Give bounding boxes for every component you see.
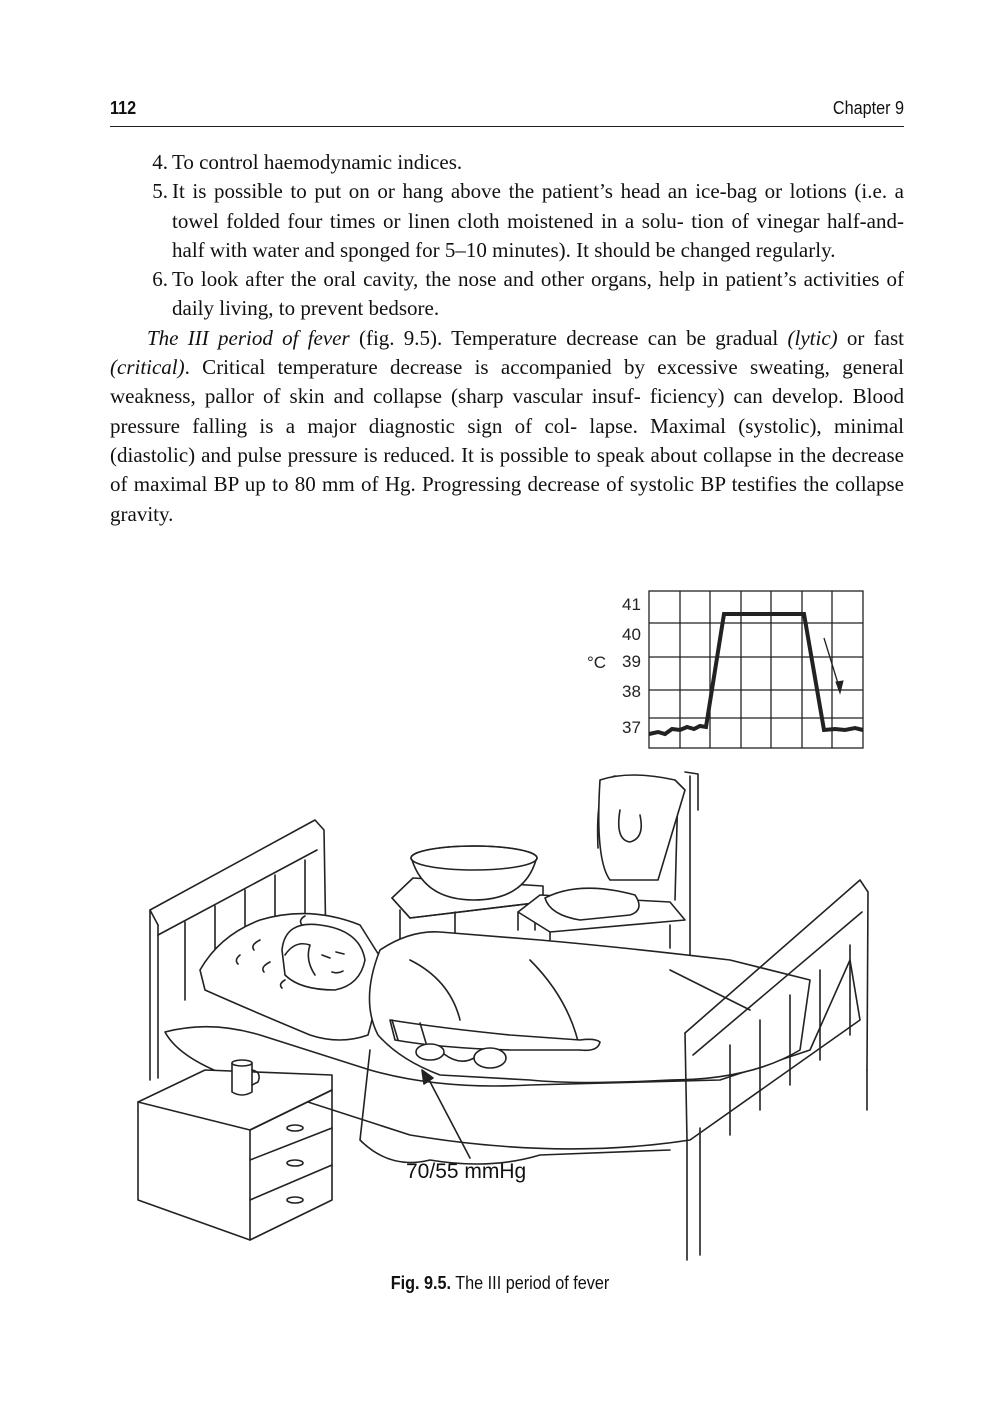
- list-text: To look after the oral cavity, the nose and other organs, help in patient’s activities of daily living, to prevent bedsore.: [172, 267, 904, 321]
- figure: [110, 580, 904, 1270]
- y-tick-label: 37: [622, 718, 641, 737]
- chapter-title: Chapter 9: [832, 98, 904, 118]
- list-item: [110, 148, 904, 177]
- paragraph-lead: The III period of fever: [147, 325, 350, 350]
- body-text: [110, 148, 904, 529]
- chart-unit-label: °C: [587, 653, 607, 672]
- chair: [518, 772, 698, 955]
- list-number: 5.: [152, 179, 168, 204]
- running-head: [110, 96, 904, 127]
- y-tick-label: 38: [622, 682, 641, 701]
- list-number: 4.: [152, 150, 168, 174]
- paragraph-text: (fig. 9.5). Temperature decrease can be gradual: [349, 325, 788, 350]
- drop-arrow-head: [836, 681, 843, 693]
- page-number: 112: [110, 98, 137, 118]
- list-text: To control haemodynamic indices.: [172, 150, 463, 174]
- figure-caption: [50, 1273, 950, 1294]
- list-text: It is possible to put on or hang above the patient’s head an ice-bag or lotions (i.e. a towel folded four times or linen cloth moistened in a solu- tion of vinegar half-and-half with water and sponged for 5–10 minutes). It should be changed regularly.: [172, 179, 904, 262]
- list-item: [110, 265, 904, 324]
- y-tick-label: 39: [622, 652, 641, 671]
- caption-text: The III period of fever: [451, 1273, 610, 1293]
- temperature-chart: [587, 591, 863, 748]
- paragraph-text: or fast: [837, 325, 904, 350]
- term-critical: (critical): [110, 355, 185, 380]
- caption-number: Fig. 9.5.: [390, 1273, 452, 1293]
- nightstand: [138, 1070, 332, 1240]
- list-item: [110, 177, 904, 265]
- paragraph-text: . Critical temperature decrease is accompanied by excessive sweating, general weakness, pallor of skin and collapse (sharp vascular insuf- ficiency) can develop. Blood pressure falling is a major diagnostic sign of col- lapse. Maximal (systolic), minimal (diastolic) and pulse pressure is reduced. It is possible to speak about collapse in the decrease of maximal BP up to 80 mm of Hg. Progressing decrease of systolic BP testifies the collapse gravity.: [110, 355, 904, 526]
- paragraph: [110, 324, 904, 529]
- list-number: 6.: [152, 267, 168, 292]
- term-lytic: (lytic): [787, 325, 838, 350]
- bp-reading-label: 70/55 mmHg: [406, 1160, 527, 1183]
- temperature-curve: [649, 614, 863, 734]
- y-tick-label: 40: [622, 625, 641, 644]
- y-tick-label: 41: [622, 595, 641, 614]
